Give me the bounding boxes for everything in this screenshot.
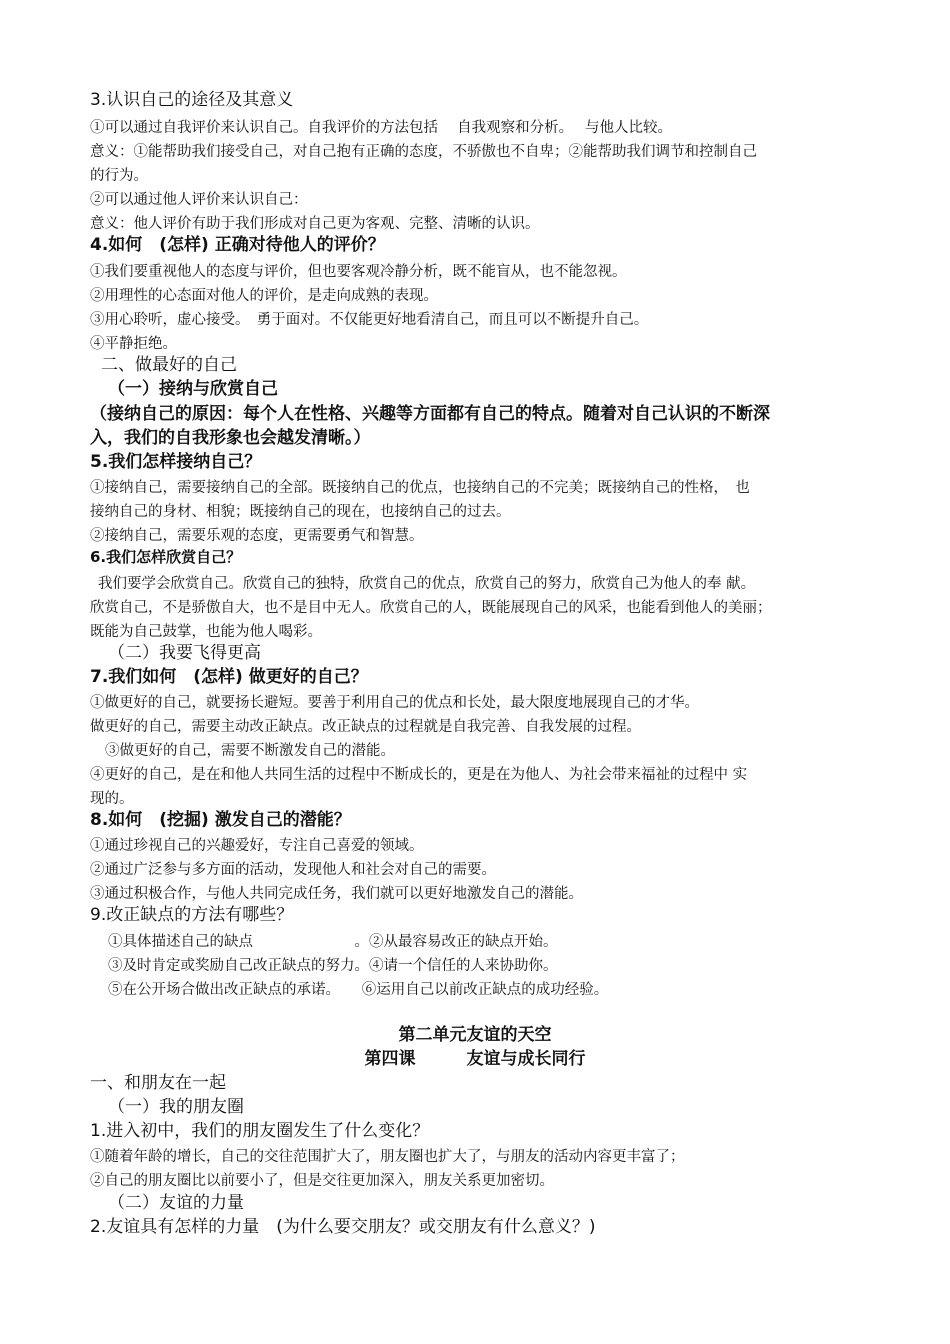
text-line: 既能为自己鼓掌，也能为他人喝彩。 <box>90 624 322 640</box>
text-line: 做更好的自己，需要主动改正缺点。改正缺点的过程就是自我完善、自我发展的过程。 <box>90 719 641 735</box>
subsection-heading: （一）我的朋友圈 <box>108 1097 244 1117</box>
text-line: 意义：他人评价有助于我们形成对自己更为客观、完整、清晰的认识。 <box>90 216 540 232</box>
text-line: ③通过积极合作，与他人共同完成任务，我们就可以更好地激发自己的潜能。 <box>90 886 583 902</box>
text-line: ②自己的朋友圈比以前要小了，但是交往更加深入，朋友关系更加密切。 <box>90 1173 554 1189</box>
text-line: ①随着年龄的增长，自己的交往范围扩大了，朋友圈也扩大了，与朋友的活动内容更丰富了； <box>90 1149 685 1165</box>
unit-title: 第二单元友谊的天空 <box>398 1025 552 1045</box>
text-line: 意义：①能帮助我们接受自己，对自己抱有正确的态度，不骄傲也不自卑；②能帮助我们调节和控制自己 <box>90 144 757 160</box>
text-line: ②通过广泛参与多方面的活动，发现他人和社会对自己的需要。 <box>90 862 496 878</box>
subsection-heading: （二）友谊的力量 <box>108 1193 244 1213</box>
heading-2: 2.友谊具有怎样的力量 (为什么要交朋友？或交朋友有什么意义？) <box>90 1217 596 1237</box>
text-line: ⑤在公开场合做出改正缺点的承诺。 ⑥运用自己以前改正缺点的成功经验。 <box>108 982 609 998</box>
heading-8: 8.如何 (挖掘) 激发自己的潜能？ <box>90 810 351 830</box>
text-line: 欣赏自己，不是骄傲自大，也不是目中无人。欣赏自己的人，既能展现自己的风采，也能看到他人的美丽； <box>90 600 772 616</box>
text-line: ①我们要重视他人的态度与评价，但也要客观冷静分析，既不能盲从，也不能忽视。 <box>90 264 627 280</box>
heading-6: 6.我们怎样欣赏自己？ <box>90 548 242 566</box>
text-line: ②可以通过他人评价来认识自己： <box>90 192 308 208</box>
heading-3: 3.认识自己的途径及其意义 <box>90 90 294 110</box>
text-line: ③用心聆听，虚心接受。 勇于面对。不仅能更好地看清自己，而且可以不断提升自己。 <box>90 312 649 328</box>
text-line: 接纳自己的身材、相貌；既接纳自己的现在，也接纳自己的过去。 <box>90 504 511 520</box>
heading-5: 5.我们怎样接纳自己？ <box>90 452 262 472</box>
text-line: ①通过珍视自己的兴趣爱好，专注自己喜爱的领域。 <box>90 838 424 854</box>
section-heading: 一、和朋友在一起 <box>90 1073 226 1093</box>
note-line: 入，我们的自我形象也会越发清晰。） <box>90 428 371 448</box>
text-line: 我们要学会欣赏自己。欣赏自己的独特，欣赏自己的优点，欣赏自己的努力，欣赏自己为他人的奉 献。 <box>98 576 756 592</box>
text-line: ④更好的自己，是在和他人共同生活的过程中不断成长的，更是在为他人、为社会带来福祉的过程中 实 <box>90 767 748 783</box>
heading-1: 1.进入初中，我们的朋友圈发生了什么变化？ <box>90 1121 430 1141</box>
text-line: ①可以通过自我评价来认识自己。自我评价的方法包括 自我观察和分析。 与他人比较。 <box>90 120 672 136</box>
text-line: ②接纳自己，需要乐观的态度，更需要勇气和智慧。 <box>90 528 424 544</box>
text-line: 现的。 <box>90 791 134 807</box>
subsection-heading: （二）我要飞得更高 <box>108 643 261 663</box>
text-line: ①接纳自己，需要接纳自己的全部。既接纳自己的优点，也接纳自己的不完美；既接纳自己的性格， 也 <box>90 480 750 496</box>
heading-9: 9.改正缺点的方法有哪些？ <box>90 905 294 925</box>
text-line: ①具体描述自己的缺点 。②从最容易改正的缺点开始。 <box>108 934 558 950</box>
section-heading: 二、做最好的自己 <box>101 355 237 375</box>
text-line: ③做更好的自己，需要不断激发自己的潜能。 <box>105 743 395 759</box>
text-line: ③及时肯定或奖励自己改正缺点的努力。④请一个信任的人来协助你。 <box>108 958 558 974</box>
subsection-heading: （一）接纳与欣赏自己 <box>108 379 278 399</box>
text-line: ②用理性的心态面对他人的评价，是走向成熟的表现。 <box>90 288 438 304</box>
text-line: ①做更好的自己，就要扬长避短。要善于利用自己的优点和长处，最大限度地展现自己的才华。 <box>90 695 699 711</box>
note-line: （接纳自己的原因：每个人在性格、兴趣等方面都有自己的特点。随着对自己认识的不断深 <box>90 404 770 424</box>
text-line: ④平静拒绝。 <box>90 336 177 352</box>
lesson-title: 第四课 友谊与成长同行 <box>364 1049 586 1069</box>
heading-7: 7.我们如何 (怎样) 做更好的自己？ <box>90 667 368 687</box>
heading-4: 4.如何 (怎样) 正确对待他人的评价？ <box>90 235 385 255</box>
text-line: 的行为。 <box>90 168 148 184</box>
